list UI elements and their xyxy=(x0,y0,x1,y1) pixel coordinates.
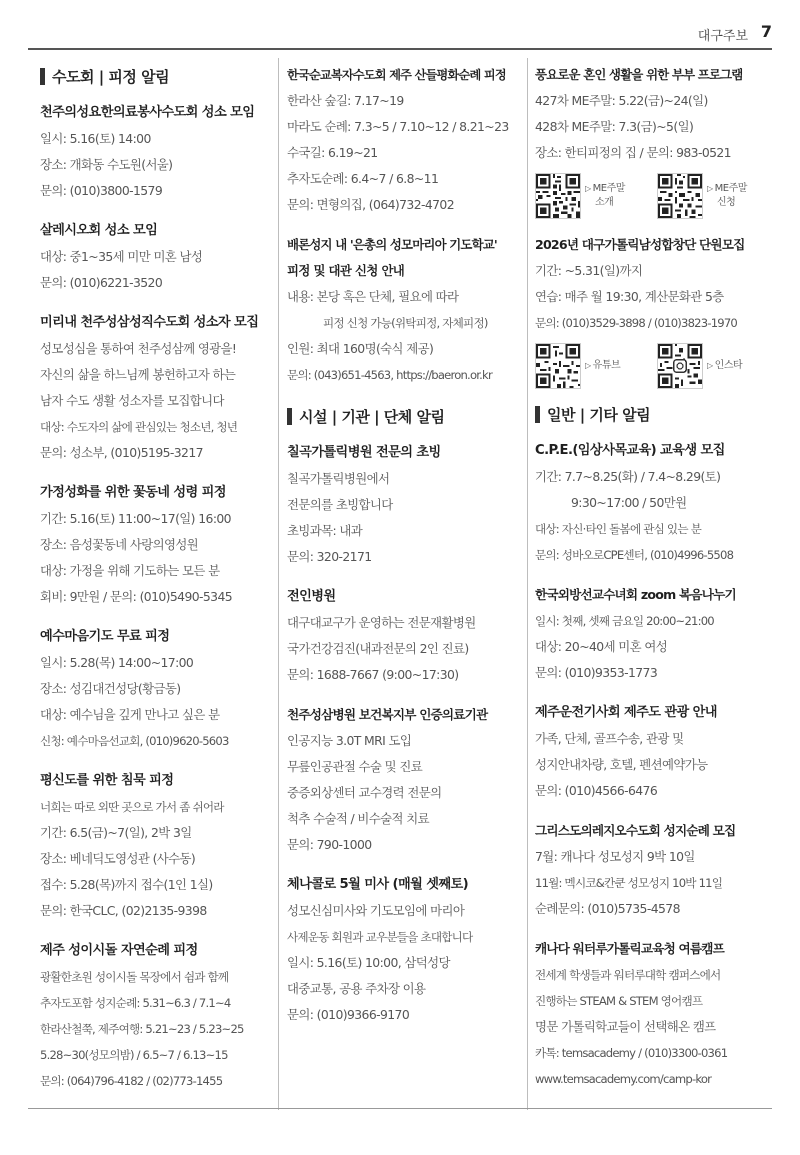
notice-line: 11월: 멕시코&칸쿤 성모성지 10박 11일 xyxy=(535,876,723,890)
notice-line: 일시: 5.16(토) 14:00 xyxy=(40,131,151,146)
notice-title: 예수마음기도 무료 피정 xyxy=(40,629,170,644)
notice-title: 그리스도의레지오수도회 성지순례 모집 xyxy=(535,823,736,838)
notice-line: 성지안내차량, 호텔, 펜션예약가능 xyxy=(535,757,708,772)
notice-line: 문의: 320-2171 xyxy=(287,549,372,564)
notice-item xyxy=(535,438,767,568)
notice-line: 문의: (010)3529-3898 / (010)3823-1970 xyxy=(535,316,738,330)
notice-line: 전세계 학생들과 워터루대학 캠퍼스에서 xyxy=(535,968,721,982)
notice-line: 7월: 캐나다 성모성지 9박 10일 xyxy=(535,849,695,864)
notice-line: 문의: 1688-7667 (9:00~17:30) xyxy=(287,667,459,682)
notice-line: 일시: 5.28(목) 14:00~17:00 xyxy=(40,655,194,670)
notice-line: 문의: 한국CLC, (02)2135-9398 xyxy=(40,903,207,918)
notice-item xyxy=(287,62,525,218)
notice-line: 접수: 5.28(목)까지 접수(1인 1실) xyxy=(40,877,213,892)
notice-title: 한국순교복자수도회 제주 산들평화순례 피정 xyxy=(287,68,506,82)
notice-line: 성모신심미사와 기도모임에 마리아 xyxy=(287,903,465,918)
notice-item xyxy=(287,702,525,858)
notice-line: 추자도순례: 6.4~7 / 6.8~11 xyxy=(287,171,439,186)
notice-line: 수국길: 6.19~21 xyxy=(287,145,378,160)
notice-line: 대상: 중1~35세 미만 미혼 남성 xyxy=(40,249,203,264)
qr-code-icon[interactable] xyxy=(535,173,581,219)
notice-line: 중증외상센터 교수경력 전문의 xyxy=(287,785,442,800)
notice-line: 가족, 단체, 골프수송, 관광 및 xyxy=(535,731,684,746)
notice-line: 대상: 20~40세 미혼 여성 xyxy=(535,639,668,654)
qr-label: ▷ 인스타 xyxy=(707,360,743,371)
notice-line: 대상: 자신·타인 돌봄에 관심 있는 분 xyxy=(535,522,702,536)
page-header xyxy=(28,20,772,50)
notice-line: 문의: (010)9353-1773 xyxy=(535,665,658,680)
notice-line: 척추 수술적 / 비수술적 치료 xyxy=(287,811,429,826)
notice-line: 일시: 5.16(토) 10:00, 삼덕성당 xyxy=(287,955,450,970)
notice-line: 대상: 가정을 위해 기도하는 모든 분 xyxy=(40,563,220,578)
notice-line: 문의: 성바오로CPE센터, (010)4996-5508 xyxy=(535,548,734,562)
notice-line: 9:30~17:00 / 50만원 xyxy=(571,495,687,510)
notice-line: 인원: 최대 160명(숙식 제공) xyxy=(287,341,434,356)
qr-code-icon[interactable] xyxy=(657,173,703,219)
notice-item xyxy=(40,310,272,466)
notice-title: 천주의성요한의료봉사수도회 성소 모임 xyxy=(40,105,255,120)
notice-line: 문의: 면형의집, (064)732-4702 xyxy=(287,197,454,212)
notice-line: 기간: ~5.31(일)까지 xyxy=(535,263,643,278)
notice-line: 신청: 예수마음선교회, (010)9620-5603 xyxy=(40,734,229,748)
section-header xyxy=(535,400,767,428)
notice-title: 풍요로운 혼인 생활을 위한 부부 프로그램 xyxy=(535,67,743,82)
notice-line: 장소: 베네딕도영성관 (사수동) xyxy=(40,851,196,866)
notice-title: C.P.E.(임상사목교육) 교육생 모집 xyxy=(535,443,725,458)
qr-label: ▷ 유튜브 xyxy=(585,360,621,371)
notice-line: 대구대교구가 운영하는 전문재활병원 xyxy=(287,615,476,630)
notice-line: 전문의를 초빙합니다 xyxy=(287,497,393,512)
notice-line: 국가건강검진(내과전문의 2인 진료) xyxy=(287,641,469,656)
notice-title: 전인병원 xyxy=(287,589,336,604)
notice-title: 피정 및 대관 신청 안내 xyxy=(287,263,405,278)
notice-item xyxy=(40,938,272,1094)
publication-name: 대구주보 xyxy=(697,29,748,44)
notice-line: 문의: 790-1000 xyxy=(287,837,372,852)
notice-item xyxy=(40,768,272,924)
notice-line: 기간: 5.16(토) 11:00~17(일) 16:00 xyxy=(40,511,231,526)
notice-line: 기간: 7.7~8.25(화) / 7.4~8.29(토) xyxy=(535,469,721,484)
notice-title: 캐나다 워터루가톨릭교육청 여름캠프 xyxy=(535,941,725,956)
notice-line: 대상: 예수님을 깊게 만나고 싶은 분 xyxy=(40,707,220,722)
notice-line: 내용: 본당 혹은 단체, 필요에 따라 xyxy=(287,289,459,304)
qr-code-icon[interactable] xyxy=(535,343,581,389)
notice-item xyxy=(287,440,525,570)
section-title: 시설 | 기관 | 단체 알림 xyxy=(299,407,445,426)
notice-line: 광활한초원 성이시돌 목장에서 쉼과 함께 xyxy=(40,970,229,984)
notice-line: 회비: 9만원 / 문의: (010)5490-5345 xyxy=(40,589,233,604)
notice-line: 대중교통, 공용 주차장 이용 xyxy=(287,981,426,996)
notice-line: 428차 ME주말: 7.3(금)~5(일) xyxy=(535,119,694,134)
notice-line: 장소: 음성꽃동네 사랑의영성원 xyxy=(40,537,199,552)
notice-title: 제주운전기사회 제주도 관광 안내 xyxy=(535,705,717,720)
notice-line: 너희는 따로 외딴 곳으로 가서 좀 쉬어라 xyxy=(40,800,224,814)
notice-item xyxy=(535,818,767,922)
choir-qr-row xyxy=(535,340,767,392)
notice-title: 제주 성이시돌 자연순례 피정 xyxy=(40,943,198,958)
notice-line: 기간: 6.5(금)~7(일), 2박 3일 xyxy=(40,825,192,840)
column-3 xyxy=(535,58,767,1107)
notice-item xyxy=(40,480,272,610)
qr-label: ▷ ME주말 소개 xyxy=(585,183,625,208)
notice-line: 무릎인공관절 수술 및 진료 xyxy=(287,759,423,774)
notice-line: 장소: 성김대건성당(황금동) xyxy=(40,681,181,696)
notice-item xyxy=(535,700,767,804)
notice-line: 427차 ME주말: 5.22(금)~24(일) xyxy=(535,93,708,108)
notice-item xyxy=(535,62,767,166)
notice-item xyxy=(40,100,272,204)
notice-item xyxy=(535,582,767,686)
notice-line: 명문 가톨릭학교들이 선택해온 캠프 xyxy=(535,1019,716,1034)
notice-line: 한라산철쭉, 제주여행: 5.21~23 / 5.23~25 xyxy=(40,1022,244,1036)
column-2 xyxy=(287,58,525,1107)
me-qr-row xyxy=(535,170,767,222)
section-header xyxy=(40,62,272,90)
notice-line: 문의: (064)796-4182 / (02)773-1455 xyxy=(40,1074,223,1088)
notice-line: 한라산 숲길: 7.17~19 xyxy=(287,93,404,108)
column-1 xyxy=(40,58,272,1107)
notice-title: 평신도를 위한 침묵 피정 xyxy=(40,773,174,788)
notice-line: 진행하는 STEAM & STEM 영어캠프 xyxy=(535,994,703,1008)
column-divider xyxy=(527,58,528,1110)
notice-title: 살레시오회 성소 모임 xyxy=(40,223,158,238)
notice-line: 성모성심을 통하여 천주성삼께 영광을! xyxy=(40,341,237,356)
section-bar xyxy=(287,408,292,425)
page-number: 7 xyxy=(760,22,772,41)
website-link[interactable]: www.temsacademy.com/camp-kor xyxy=(535,1072,712,1086)
notice-line: 사제운동 회원과 교우분들을 초대합니다 xyxy=(287,930,473,944)
notice-line: 문의: (010)3800-1579 xyxy=(40,183,163,198)
notice-line: 연습: 매주 월 19:30, 계산문화관 5층 xyxy=(535,289,724,304)
notice-item xyxy=(287,584,525,688)
notice-item xyxy=(287,232,525,388)
notice-line: 순례문의: (010)5735-4578 xyxy=(535,901,680,916)
section-title: 일반 | 기타 알림 xyxy=(547,405,651,424)
notice-line: 일시: 첫째, 셋째 금요일 20:00~21:00 xyxy=(535,614,714,628)
section-title: 수도회 | 피정 알림 xyxy=(52,67,170,86)
notice-title: 배론성지 내 '은총의 성모마리아 기도학교' xyxy=(287,237,497,252)
section-bar xyxy=(535,406,540,423)
notice-title: 체나콜로 5월 미사 (매월 셋째토) xyxy=(287,877,469,892)
notice-line: 초빙과목: 내과 xyxy=(287,523,363,538)
notice-line: 문의: (010)9366-9170 xyxy=(287,1007,410,1022)
notice-line: 문의: (010)4566-6476 xyxy=(535,783,658,798)
column-divider xyxy=(278,58,279,1110)
qr-code-icon[interactable] xyxy=(657,343,703,389)
notice-line: 장소: 개화동 수도원(서울) xyxy=(40,157,173,172)
notice-line: 자신의 삶을 하느님께 봉헌하고자 하는 xyxy=(40,367,236,382)
notice-title: 한국외방선교수녀회 zoom 복음나누기 xyxy=(535,587,736,602)
notice-line: 카톡: temsacademy / (010)3300-0361 xyxy=(535,1046,728,1060)
notice-title: 2026년 대구가톨릭남성합창단 단원모집 xyxy=(535,237,745,252)
notice-item xyxy=(40,218,272,296)
notice-line: 마라도 순례: 7.3~5 / 7.10~12 / 8.21~23 xyxy=(287,119,509,134)
section-bar xyxy=(40,68,45,85)
notice-line: 문의: (010)6221-3520 xyxy=(40,275,163,290)
notice-line: 추자도포함 성지순례: 5.31~6.3 / 7.1~4 xyxy=(40,996,231,1010)
notice-line: 5.28~30(성모의밤) / 6.5~7 / 6.13~15 xyxy=(40,1048,228,1062)
notice-line: 남자 수도 생활 성소자를 모집합니다 xyxy=(40,393,224,408)
notice-title: 천주성삼병원 보건복지부 인증의료기관 xyxy=(287,707,488,722)
notice-title: 미리내 천주성삼성직수도회 성소자 모집 xyxy=(40,315,259,330)
notice-line: 인공지능 3.0T MRI 도입 xyxy=(287,733,412,748)
notice-item xyxy=(40,624,272,754)
notice-line: 장소: 한티피정의 집 / 문의: 983-0521 xyxy=(535,145,731,160)
bottom-rule xyxy=(28,1108,772,1109)
notice-line: 문의: 성소부, (010)5195-3217 xyxy=(40,445,203,460)
qr-label: ▷ ME주말 신청 xyxy=(707,183,747,208)
notice-item xyxy=(535,232,767,336)
section-header xyxy=(287,402,525,430)
notice-line: 칠곡가톨릭병원에서 xyxy=(287,471,390,486)
notice-line: 피정 신청 가능(위탁피정, 자체피정) xyxy=(323,316,488,330)
notice-title: 칠곡가톨릭병원 전문의 초빙 xyxy=(287,445,441,460)
notice-line: 문의: (043)651-4563, https://baeron.or.kr xyxy=(287,368,492,382)
notice-item xyxy=(535,936,767,1092)
notice-line: 대상: 수도자의 삶에 관심있는 청소년, 청년 xyxy=(40,420,238,434)
notice-item xyxy=(287,872,525,1028)
notice-title: 가정성화를 위한 꽃동네 성령 피정 xyxy=(40,485,226,500)
